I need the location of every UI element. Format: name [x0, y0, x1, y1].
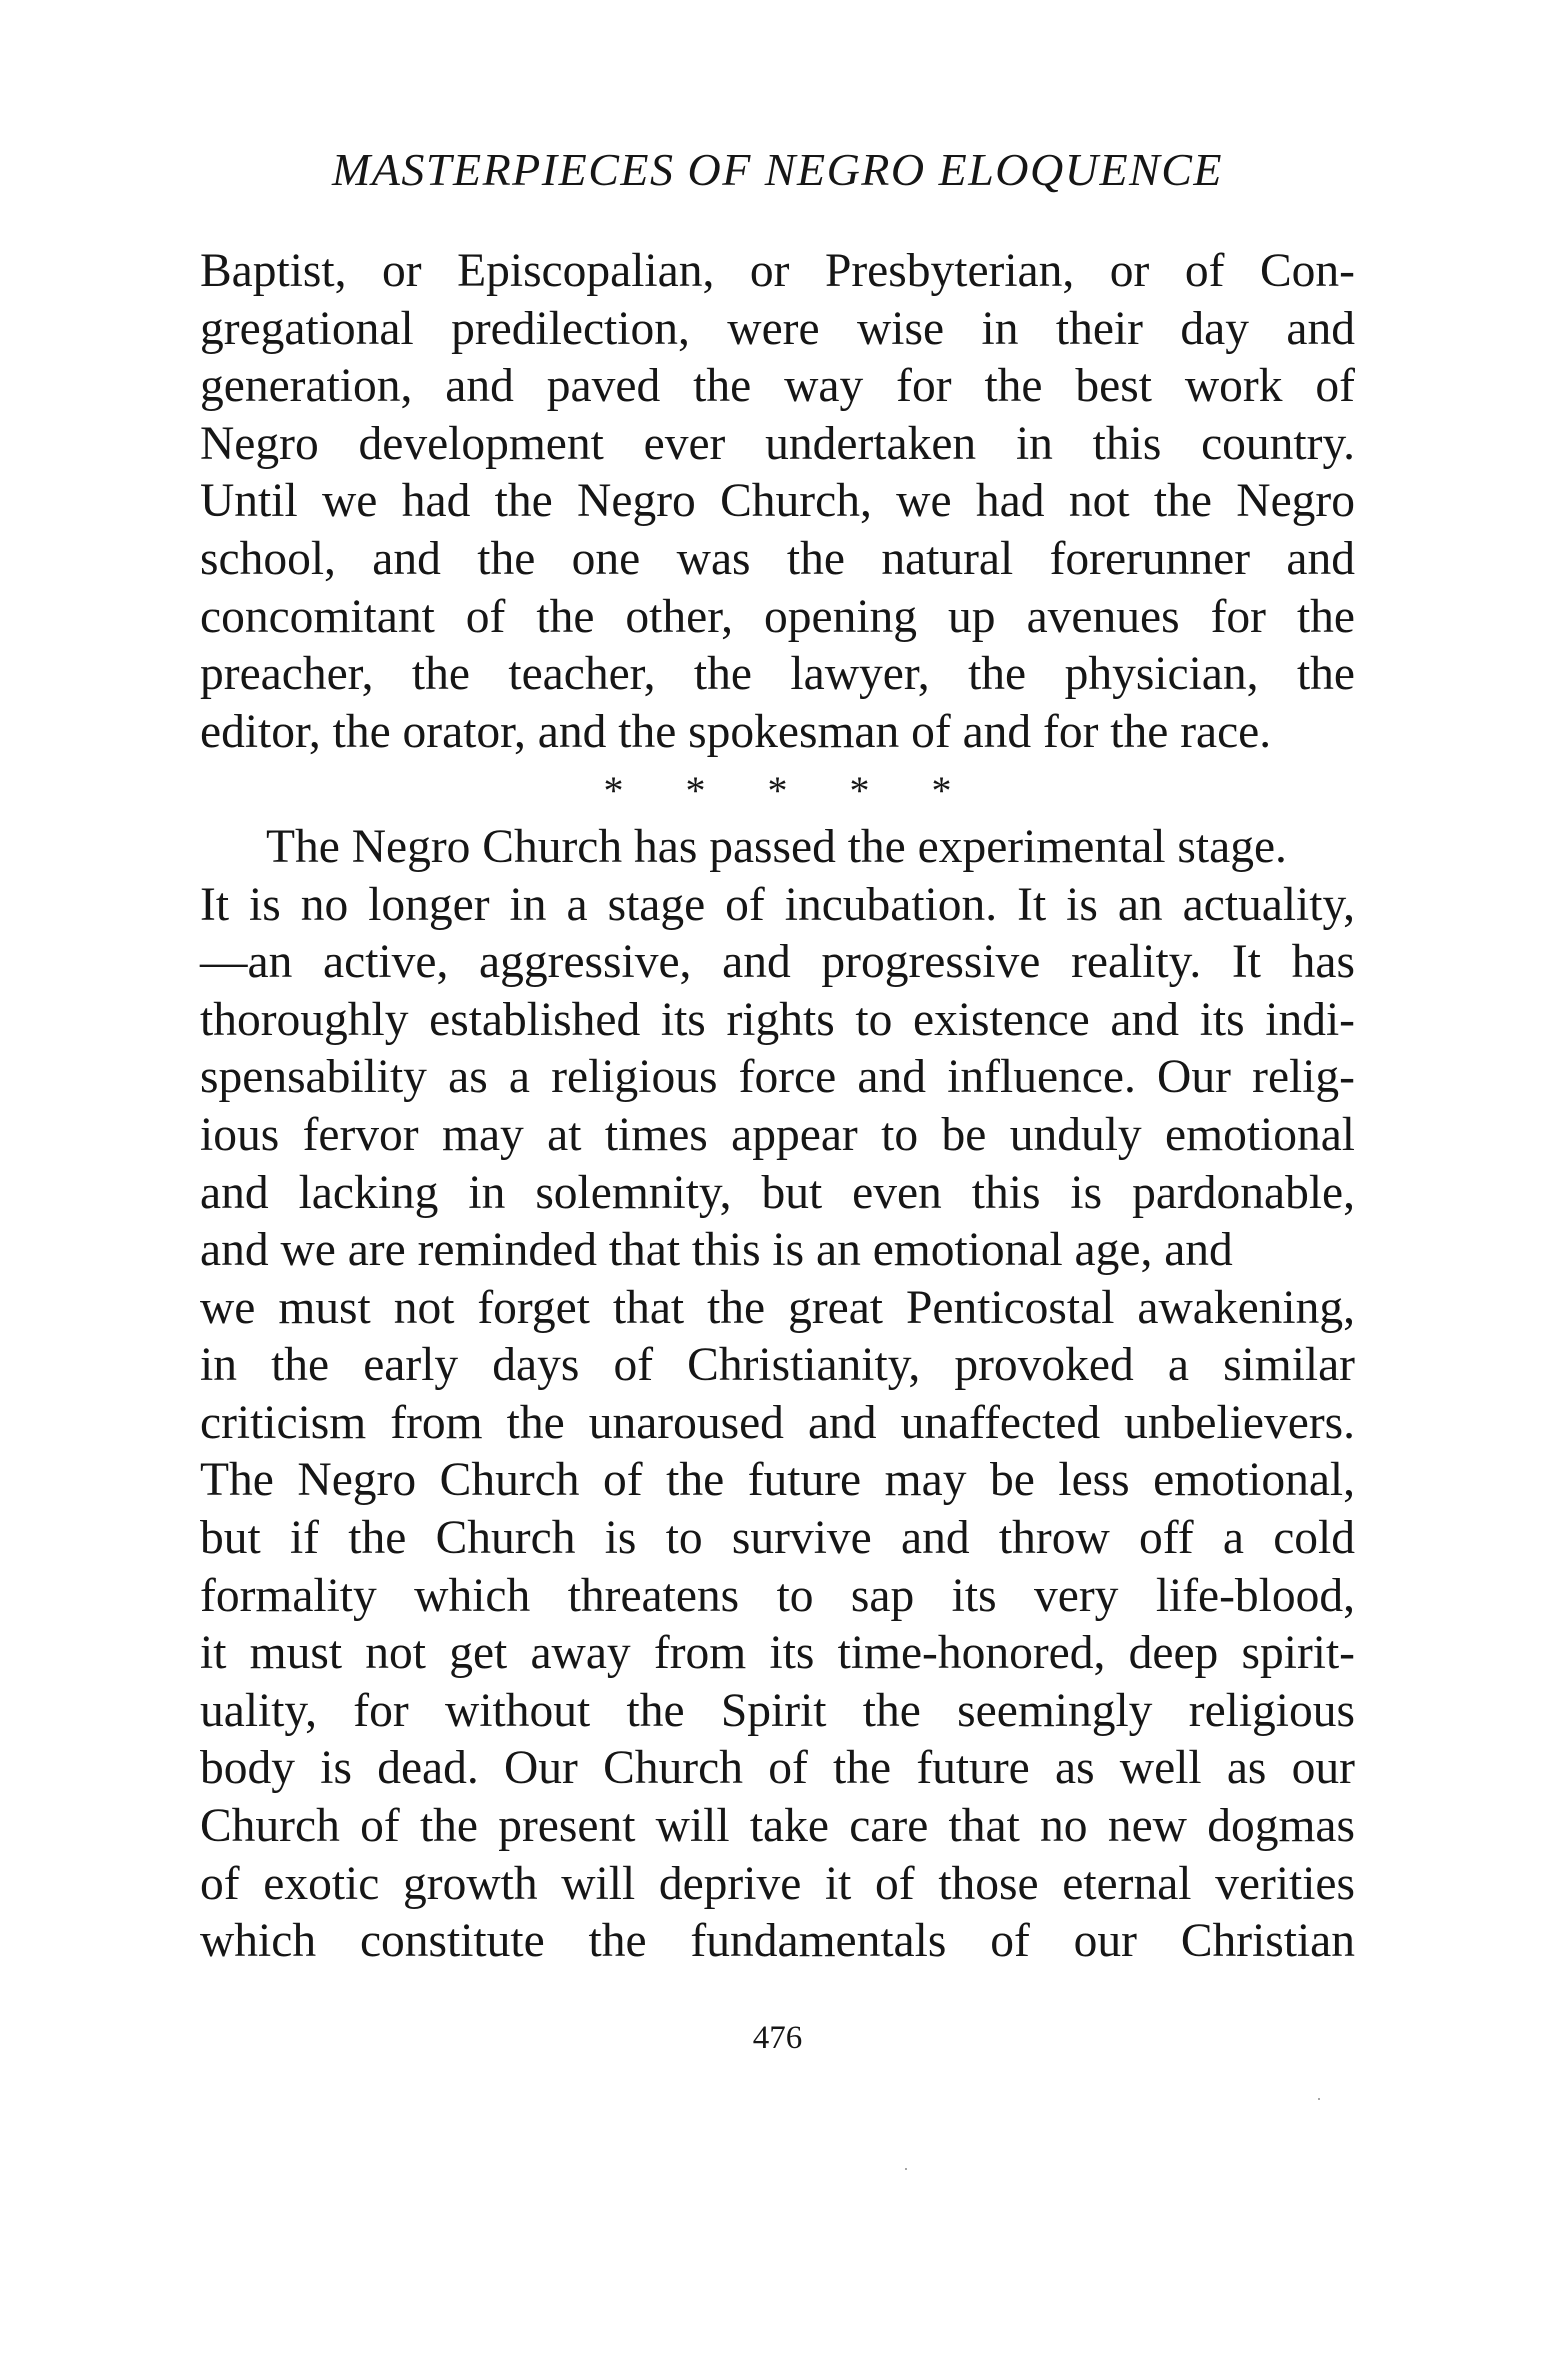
running-head: MASTERPIECES OF NEGRO ELOQUENCE — [331, 144, 1224, 195]
text-line: Negro development ever undertaken in this country. — [200, 417, 1355, 470]
text-line: which constitute the fundamentals of our Christian — [200, 1915, 1355, 1968]
text-line: we must not forget that the great Penticostal awakening, — [200, 1281, 1355, 1334]
text-line: ious fervor may at times appear to be unduly emotional — [200, 1108, 1355, 1161]
text-line: —an active, aggressive, and progressive reality. It has — [200, 936, 1355, 989]
text-line: Until we had the Negro Church, we had not the Negro — [200, 475, 1355, 528]
text-line: in the early days of Christianity, provoked a similar — [200, 1339, 1355, 1392]
text-line: concomitant of the other, opening up avenues for the — [200, 590, 1355, 643]
page-number: 476 — [752, 2020, 803, 2056]
text-line: of exotic growth will deprive it of those eternal verities — [200, 1857, 1355, 1910]
paper-speck — [905, 2168, 907, 2170]
text-line: preacher, the teacher, the lawyer, the physician, the — [200, 648, 1355, 701]
text-line: Baptist, or Episcopalian, or Presbyterian, or of Con- — [200, 245, 1355, 297]
text-line: spensability as a religious force and influence. Our relig- — [200, 1051, 1355, 1104]
text-line: It is no longer in a stage of incubation. It is an actuality, — [200, 878, 1355, 931]
text-line: formality which threatens to sap its very life-blood, — [200, 1569, 1355, 1622]
text-line: The Negro Church of the future may be less emotional, — [200, 1454, 1355, 1507]
text-line: school, and the one was the natural forerunner and — [200, 532, 1355, 585]
text-line: body is dead. Our Church of the future as well as our — [200, 1742, 1355, 1795]
paragraph-2 — [200, 819, 1355, 1971]
text-line: thoroughly established its rights to existence and its indi- — [200, 993, 1355, 1046]
section-separator: * * * * * — [603, 768, 978, 814]
text-line: generation, and paved the way for the best work of — [200, 360, 1355, 413]
text-line: Church of the present will take care that no new dogmas — [200, 1800, 1355, 1853]
text-line: gregational predilection, were wise in their day and — [200, 302, 1355, 355]
text-line: but if the Church is to survive and throw off a cold — [200, 1512, 1355, 1565]
text-line: editor, the orator, and the spokesman of and for the race. — [200, 705, 1272, 758]
body-text — [200, 243, 1355, 1971]
text-line: The Negro Church has passed the experimental stage. — [266, 820, 1287, 873]
text-line: it must not get away from its time-honored, deep spirit- — [200, 1627, 1355, 1680]
paper-speck — [1318, 2098, 1320, 2100]
text-line: criticism from the unaroused and unaffected unbelievers. — [200, 1396, 1355, 1449]
paragraph-1 — [200, 243, 1355, 761]
text-line: and lacking in solemnity, but even this is pardonable, — [200, 1166, 1355, 1219]
text-line: uality, for without the Spirit the seemingly religious — [200, 1684, 1355, 1737]
text-line: and we are reminded that this is an emotional age, and — [200, 1224, 1233, 1277]
